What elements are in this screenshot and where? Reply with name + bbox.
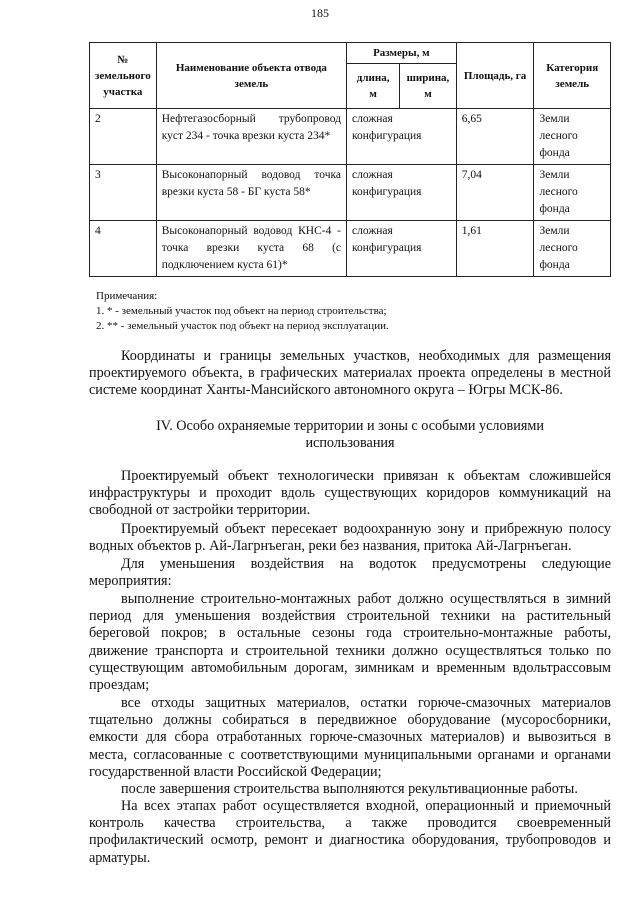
cell-category: Земли лесного фонда — [534, 109, 611, 165]
cell-category: Земли лесного фонда — [534, 165, 611, 221]
table-header-row — [90, 43, 611, 64]
section-title — [89, 418, 611, 452]
header-plot-number: № земельного участка — [90, 43, 157, 109]
cell-object-name: Нефтегазосборный трубопровод куст 234 - точка врезки куста 234* — [156, 109, 346, 165]
section-title-line-1: IV. Особо охраняемые территории и зоны с особыми условиями — [156, 418, 544, 434]
land-plots-table — [89, 42, 611, 277]
cell-area: 6,65 — [456, 109, 534, 165]
body-paragraph: все отходы защитных материалов, остатки горюче-смазочных материалов тщательно должны собираться в передвижное оборудование (мусоросборники, емкости для сбора отработанных горюче-смазочных материалов) и вывозиться в места, согласованные с соответствующими муниципальными органами и органами государственной власти Российской Федерации; — [89, 695, 611, 780]
cell-area: 7,04 — [456, 165, 534, 221]
cell-object-name: Высоконапорный водовод КНС-4 - точка врезки куста 68 (с подключением куста 61)* — [156, 221, 346, 277]
table-notes — [96, 289, 389, 334]
header-object-name: Наименование объекта отвода земель — [156, 43, 346, 109]
cell-category: Земли лесного фонда — [534, 221, 611, 277]
header-area: Площадь, га — [456, 43, 534, 109]
cell-size: сложная конфигурация — [347, 165, 457, 221]
cell-size: сложная конфигурация — [347, 109, 457, 165]
table-row — [90, 221, 611, 277]
table-row — [90, 165, 611, 221]
cell-object-name: Высоконапорный водовод точка врезки куста 58 - БГ куста 58* — [156, 165, 346, 221]
note-item: 1. * - земельный участок под объект на период строительства; — [96, 305, 387, 317]
notes-title: Примечания: — [96, 290, 158, 302]
cell-size: сложная конфигурация — [347, 221, 457, 277]
cell-area: 1,61 — [456, 221, 534, 277]
cell-plot-number: 4 — [90, 221, 157, 277]
note-item: 2. ** - земельный участок под объект на период эксплуатации. — [96, 320, 389, 332]
cell-plot-number: 2 — [90, 109, 157, 165]
body-paragraph: Проектируемый объект технологически привязан к объектам сложившейся инфраструктуры и проходит вдоль существующих коридоров коммуникаций на свободной от застройки территории. — [89, 468, 611, 519]
header-length: длина, м — [347, 64, 400, 109]
body-paragraph: Проектируемый объект пересекает водоохранную зону и прибрежную полосу водных объектов р. Ай-Лагрнъеган, реки без названия, притока Ай-Лагрнъеган. — [89, 521, 611, 555]
header-sizes: Размеры, м — [347, 43, 457, 64]
body-paragraph: На всех этапах работ осуществляется входной, операционный и приемочный контроль качества строительства, а также проводится своевременный профилактический осмотр, ремонт и диагностика оборудования, трубопроводов и арматуры. — [89, 798, 611, 866]
body-paragraph: после завершения строительства выполняются рекультивационные работы. — [121, 781, 578, 797]
page-number: 185 — [311, 6, 329, 20]
section-title-line-2: использования — [305, 435, 395, 451]
table-row — [90, 109, 611, 165]
header-category: Категория земель — [534, 43, 611, 109]
header-width: ширина, м — [400, 64, 456, 109]
body-paragraph: Для уменьшения воздействия на водоток предусмотрены следующие мероприятия: — [89, 556, 611, 590]
coordinates-paragraph: Координаты и границы земельных участков, необходимых для размещения проектируемого объекта, в графических материалах проекта определены в местной системе координат Ханты-Мансийского автономного округа – Югры МСК-86. — [89, 348, 611, 399]
cell-plot-number: 3 — [90, 165, 157, 221]
body-paragraph: выполнение строительно-монтажных работ должно осуществляться в зимний период для уменьшения воздействия строительной техники на растительный береговой покров; в остальные сезоны года строительно-монтажные работы, движение транспорта и строительной техники должно осуществляться только по существующим автомобильным дорогам, зимникам и временным вдольтрассовым проездам; — [89, 591, 611, 694]
